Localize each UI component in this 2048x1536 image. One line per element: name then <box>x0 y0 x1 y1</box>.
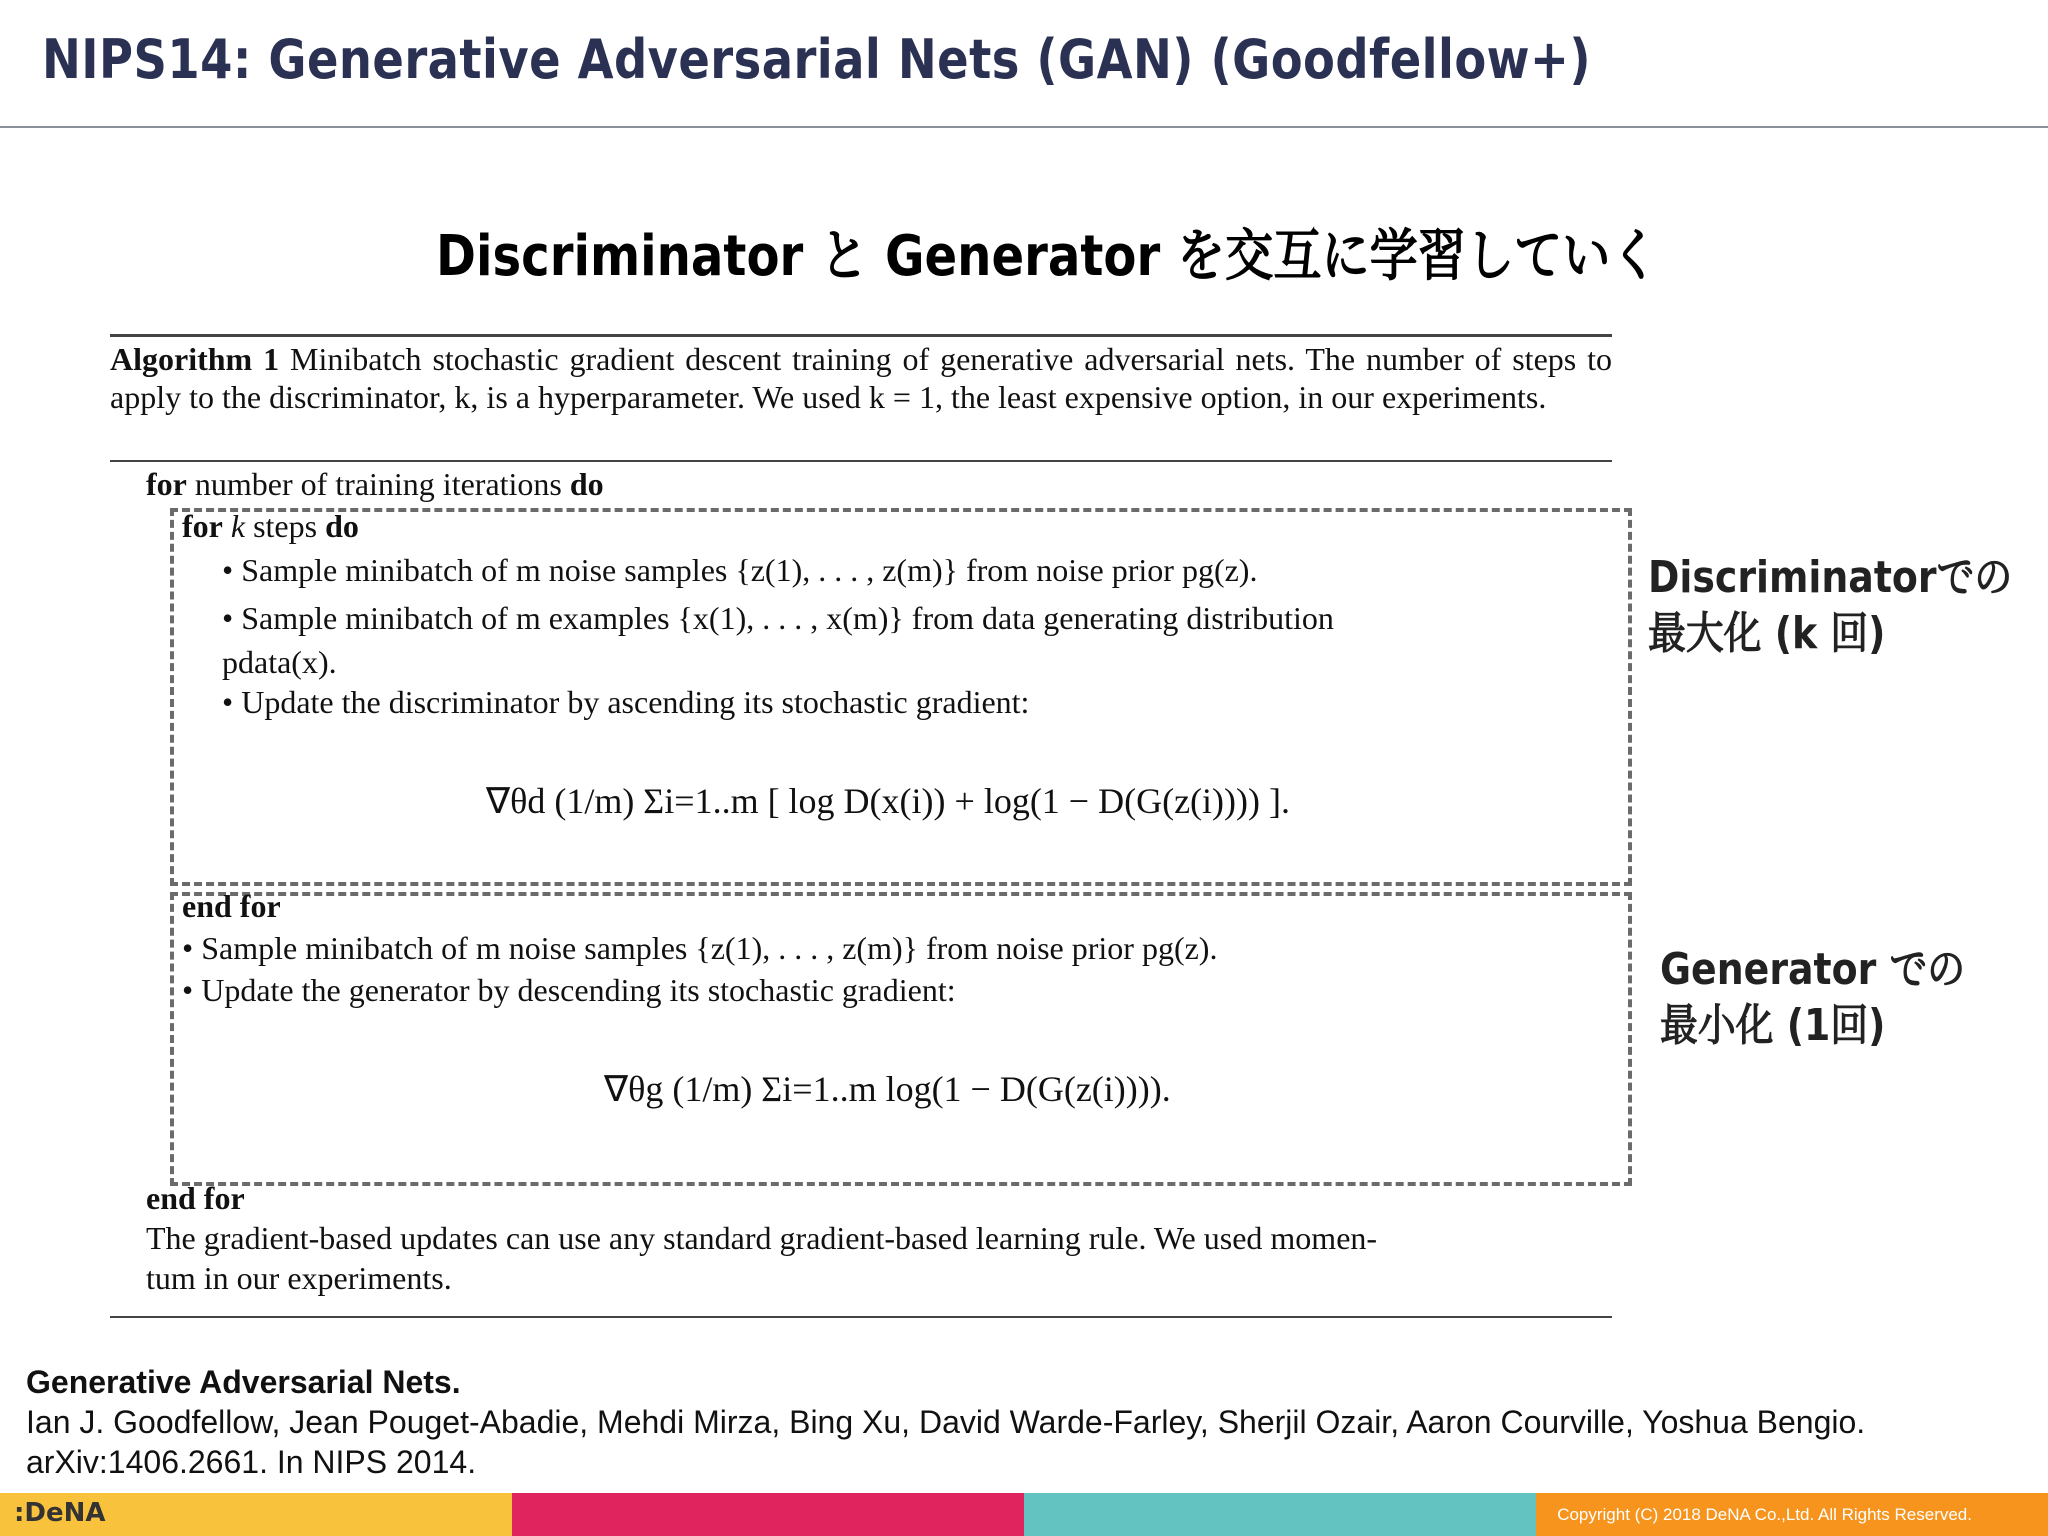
d-step-1: • Sample minibatch of m noise samples {z(1), . . . , z(m)} from noise prior pg(z). <box>222 552 1258 588</box>
algorithm-top-rule <box>110 334 1612 337</box>
citation-authors: Ian J. Goodfellow, Jean Pouget-Abadie, Mehdi Mirza, Bing Xu, David Warde-Farley, Sherjil Ozair, Aaron Courville, Yoshua Bengio. <box>26 1404 1866 1440</box>
generator-gradient-formula: ∇θg (1/m) Σi=1..m log(1 − D(G(z(i)))). <box>604 1069 1171 1109</box>
algorithm-caption <box>110 340 1612 416</box>
for-keyword: for <box>146 466 187 502</box>
citation-title: Generative Adversarial Nets. <box>26 1364 461 1400</box>
slide-subtitle: Discriminator と Generator を交互に学習していく <box>436 224 1659 289</box>
algorithm-description: Minibatch stochastic gradient descent training of generative adversarial nets. The number of steps to apply to the discriminator, k, is a hyperparameter. We used k = 1, the least expensive option, in our experiments. <box>110 341 1613 415</box>
outer-loop-text: number of training iterations <box>194 466 562 502</box>
algorithm-label: Algorithm 1 <box>110 341 280 377</box>
do-keyword: do <box>325 508 359 544</box>
d-step-2: • Sample minibatch of m examples {x(1), . . . , x(m)} from data generating distribution <box>222 600 1334 636</box>
generator-annotation <box>1660 942 1965 1054</box>
g-step-2: • Update the generator by descending its stochastic gradient: <box>182 972 956 1008</box>
citation-venue: arXiv:1406.2661. In NIPS 2014. <box>26 1444 477 1480</box>
inner-loop-text: steps <box>253 508 318 544</box>
g-step-1: • Sample minibatch of m noise samples {z(1), . . . , z(m)} from noise prior pg(z). <box>182 930 1218 966</box>
footer-segment-pink <box>512 1493 1024 1536</box>
discriminator-annotation-line-2: 最大化 (k 回) <box>1648 608 1886 659</box>
d-step-3: • Update the discriminator by ascending its stochastic gradient: <box>222 684 1030 720</box>
for-keyword: for <box>182 508 223 544</box>
footnote-line-2: tum in our experiments. <box>146 1260 452 1296</box>
discriminator-annotation-line-1: Discriminatorでの <box>1648 552 2013 603</box>
title-divider <box>0 126 2048 128</box>
slide-title: NIPS14: Generative Adversarial Nets (GAN) (Goodfellow+) <box>42 28 1591 91</box>
outer-loop-line <box>146 466 604 503</box>
discriminator-annotation <box>1648 550 2012 662</box>
d-step-2-cont: pdata(x). <box>222 644 337 680</box>
generator-annotation-line-1: Generator での <box>1660 944 1966 995</box>
copyright-text: Copyright (C) 2018 DeNA Co.,Ltd. All Rights Reserved. <box>1557 1505 1972 1524</box>
generator-annotation-line-2: 最小化 (1回) <box>1660 1000 1886 1051</box>
inner-loop-line <box>182 508 359 545</box>
outer-end-for: end for <box>146 1180 245 1216</box>
do-keyword: do <box>569 466 604 502</box>
footer-segment-teal <box>1024 1493 1536 1536</box>
k-variable: k <box>230 508 246 544</box>
discriminator-gradient-formula: ∇θd (1/m) Σi=1..m [ log D(x(i)) + log(1 − D(G(z(i)))) ]. <box>486 781 1290 821</box>
inner-end-for: end for <box>182 888 281 924</box>
algorithm-bottom-rule <box>110 1316 1612 1318</box>
algorithm-mid-rule <box>110 460 1612 462</box>
dena-logo: :DeNA <box>14 1498 106 1528</box>
footnote-line-1: The gradient-based updates can use any standard gradient-based learning rule. We used momen- <box>146 1220 1378 1256</box>
